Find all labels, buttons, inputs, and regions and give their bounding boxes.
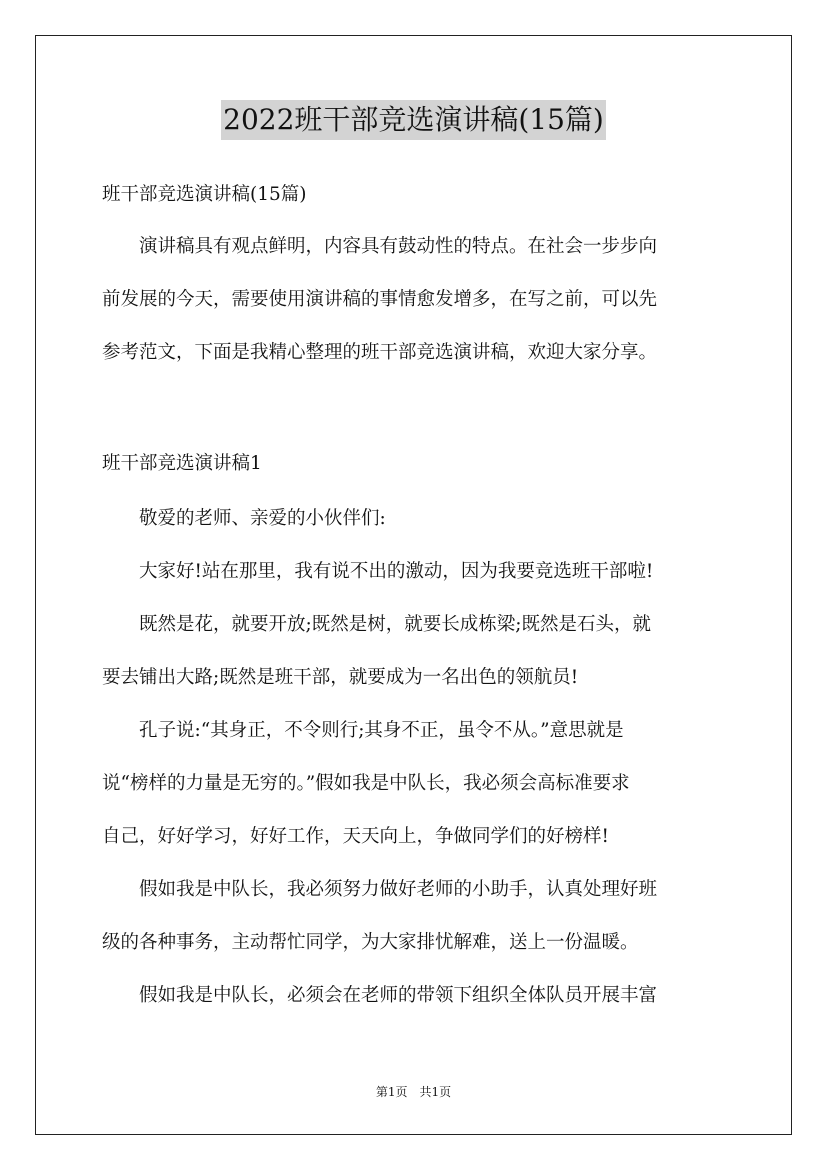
section-heading-line: 班干部竞选演讲稿1 — [102, 453, 262, 474]
intro-paragraph — [102, 220, 728, 379]
body-line: 自己，好好学习，好好工作，天天向上，争做同学们的好榜样! — [102, 826, 609, 847]
body-line: 既然是花，就要开放;既然是树，就要长成栋梁;既然是石头，就 — [102, 614, 651, 635]
body-line: 要去铺出大路;既然是班干部，就要成为一名出色的领航员! — [102, 667, 579, 688]
document-subtitle — [102, 168, 728, 221]
intro-line: 前发展的今天，需要使用演讲稿的事情愈发增多，在写之前，可以先 — [102, 289, 658, 310]
body-line: 假如我是中队长，我必须努力做好老师的小助手，认真处理好班 — [102, 879, 658, 900]
body-line: 假如我是中队长，必须会在老师的带领下组织全体队员开展丰富 — [102, 985, 658, 1006]
intro-line: 参考范文，下面是我精心整理的班干部竞选演讲稿，欢迎大家分享。 — [102, 342, 658, 363]
speech-body — [102, 492, 728, 1022]
page-footer: 第1页 共1页 — [375, 1085, 452, 1099]
body-line: 级的各种事务，主动帮忙同学，为大家排忧解难，送上一份温暖。 — [102, 932, 639, 953]
title-container — [0, 100, 827, 140]
section-heading — [102, 437, 728, 490]
body-line: 说“榜样的力量是无穷的。”假如我是中队长，我必须会高标准要求 — [102, 773, 630, 794]
body-line: 大家好!站在那里，我有说不出的激动，因为我要竞选班干部啦! — [102, 561, 654, 582]
subtitle-line: 班干部竞选演讲稿(15篇) — [102, 184, 307, 205]
body-line: 孔子说:“其身正，不令则行;其身不正，虽令不从。”意思就是 — [102, 720, 624, 741]
document-title: 2022班干部竞选演讲稿(15篇) — [221, 100, 606, 140]
body-line: 敬爱的老师、亲爱的小伙伴们: — [102, 508, 386, 529]
intro-line: 演讲稿具有观点鲜明，内容具有鼓动性的特点。在社会一步步向 — [102, 236, 658, 257]
